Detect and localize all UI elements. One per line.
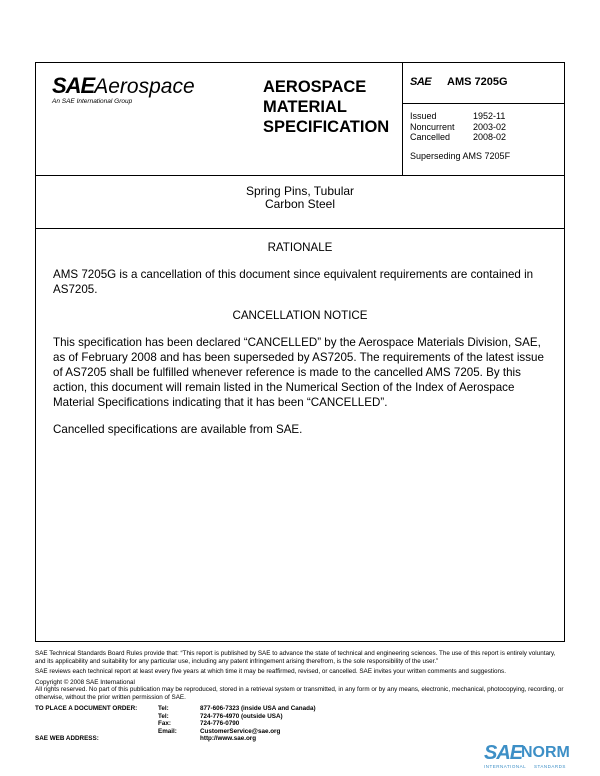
subject-box bbox=[36, 176, 564, 229]
document-frame bbox=[35, 62, 565, 642]
contact-label: Tel: bbox=[158, 712, 169, 720]
subject-line-2: Carbon Steel bbox=[264, 197, 336, 211]
rationale-heading: RATIONALE bbox=[267, 241, 333, 254]
date-value: 2008-02 bbox=[473, 132, 507, 142]
cancellation-heading: CANCELLATION NOTICE bbox=[232, 309, 368, 322]
contact-label: Email: bbox=[158, 727, 177, 735]
contact-label: Tel: bbox=[158, 705, 169, 712]
date-value: 1952-11 bbox=[473, 111, 506, 121]
cancellation-paragraph: This specification has been declared “CANCELLED” by the Aerospace Materials Division, SAE, as of February 2008 and has been superseded by AS7205. The requirements of the latest issue of AS7205 shall be fulfilled whenever reference is made to the cancelled AMS 7205. By this action, this document will remain listed in the Numerical Section of the Index of Aerospace Material Specifications indicating that it has been “CANCELLED”. bbox=[53, 336, 544, 409]
norm-logo-sae: SAE bbox=[484, 742, 523, 764]
header-right-panel bbox=[403, 63, 564, 175]
title-line-2: MATERIAL bbox=[263, 98, 348, 116]
date-row-issued bbox=[410, 111, 506, 122]
contact-value: 724-776-0790 bbox=[200, 720, 240, 727]
rules-notice: SAE Technical Standards Board Rules provide that: “This report is published by SAE to advance the state of technical and engineering sciences. The use of this report is entirely voluntary, and its applicability and suitability for any particular use, including any patent infringement arising therefrom, is the sole responsibility of the user.” bbox=[35, 650, 556, 665]
contact-value: 724-776-4970 (outside USA) bbox=[200, 712, 283, 720]
date-row-noncurrent bbox=[410, 122, 506, 133]
sae-norm-logo bbox=[484, 742, 584, 772]
contact-value: 877-606-7323 (inside USA and Canada) bbox=[200, 705, 316, 712]
logo-sae-text: SAE bbox=[52, 73, 95, 98]
date-label: Cancelled bbox=[410, 132, 451, 142]
contact-block bbox=[35, 705, 567, 743]
document-body bbox=[53, 233, 547, 437]
web-link[interactable]: http://www.sae.org bbox=[200, 735, 257, 742]
document-number: AMS 7205G bbox=[447, 76, 508, 88]
contact-row bbox=[35, 728, 567, 736]
doc-number-box bbox=[403, 63, 564, 104]
date-row-cancelled bbox=[410, 132, 506, 143]
date-list bbox=[410, 111, 506, 143]
subject-line-1: Spring Pins, Tubular bbox=[245, 184, 355, 198]
date-label: Issued bbox=[410, 111, 437, 121]
title-line-3: SPECIFICATION bbox=[263, 118, 390, 136]
document-type-title bbox=[263, 77, 389, 137]
norm-logo-international: INTERNATIONAL bbox=[484, 764, 527, 769]
contact-row bbox=[35, 705, 567, 713]
date-value: 2003-02 bbox=[473, 121, 507, 132]
norm-logo-standards: STANDARDS bbox=[534, 764, 566, 769]
superseding-note: Superseding AMS 7205F bbox=[410, 151, 511, 161]
document-header bbox=[36, 63, 564, 176]
header-left-panel bbox=[36, 63, 403, 175]
contact-label: Fax: bbox=[158, 720, 171, 727]
logo-subtitle: An SAE International Group bbox=[52, 98, 133, 105]
norm-logo-norm: NORM bbox=[521, 744, 570, 761]
email-link[interactable]: CustomerService@sae.org bbox=[200, 727, 281, 735]
copyright-line: Copyright © 2008 SAE International bbox=[35, 678, 135, 686]
logo-aerospace-text: Aerospace bbox=[94, 75, 195, 98]
contact-row bbox=[35, 720, 567, 728]
title-line-1: AEROSPACE bbox=[263, 78, 367, 96]
date-label: Noncurrent bbox=[410, 121, 455, 132]
sae-aerospace-logo bbox=[52, 73, 195, 99]
order-label: TO PLACE A DOCUMENT ORDER: bbox=[35, 705, 138, 712]
document-footer bbox=[35, 650, 567, 743]
availability-paragraph: Cancelled specifications are available from SAE. bbox=[53, 423, 303, 436]
sae-mini-logo: SAE bbox=[410, 76, 432, 88]
contact-row bbox=[35, 713, 567, 721]
rationale-paragraph: AMS 7205G is a cancellation of this document since equivalent requirements are contained in AS7205. bbox=[53, 268, 534, 296]
rights-notice: All rights reserved. No part of this publication may be reproduced, stored in a retrieval system or transmitted, in any form or by any means, electronic, mechanical, photocopying, recording, or otherwise, without the prior written permission of SAE. bbox=[35, 686, 564, 701]
review-notice: SAE reviews each technical report at least every five years at which time it may be reaffirmed, revised, or cancelled. SAE invites your written comments and suggestions. bbox=[35, 668, 506, 675]
web-label: SAE WEB ADDRESS: bbox=[35, 735, 99, 742]
